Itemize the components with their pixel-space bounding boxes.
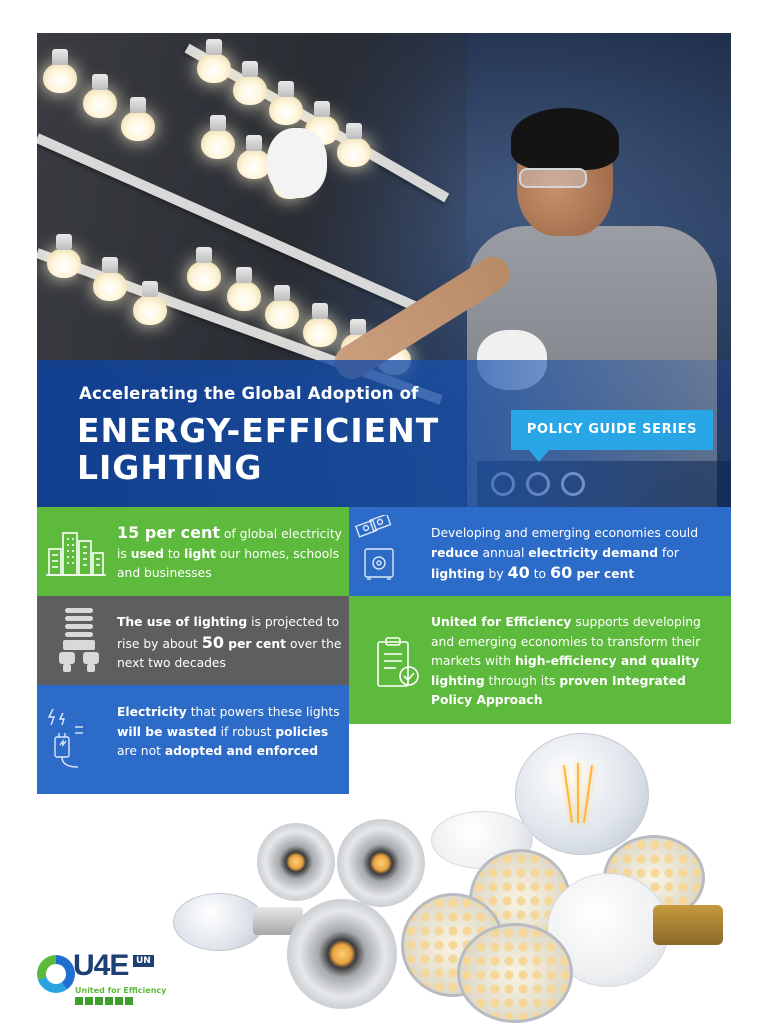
waste-text: Electricity that powers these lights will be wasted if robust policies are not adopted and enforced — [117, 705, 340, 758]
panel-demand-reduction — [349, 507, 731, 596]
bulb — [201, 129, 235, 159]
spotlight-bulb — [287, 899, 397, 1009]
bulb — [83, 88, 117, 118]
growth-text: The use of lighting is projected to rise by about 50 per cent over the next two decades — [117, 615, 342, 670]
page-title — [77, 412, 477, 486]
bulb — [121, 111, 155, 141]
partner-mark-icon — [105, 997, 113, 1005]
policy-guide-badge: POLICY GUIDE SERIES — [511, 410, 713, 450]
bulb — [43, 63, 77, 93]
demand-text: Developing and emerging economies could reduce annual electricity demand for lighting by 40 to 60 per cent — [431, 526, 699, 582]
title-line-2: LIGHTING — [77, 448, 263, 487]
hero-photo — [37, 33, 731, 507]
partner-mark-icon — [95, 997, 103, 1005]
checklist-clipboard-icon — [375, 636, 421, 690]
title-band — [37, 360, 731, 507]
title-line-1: ENERGY-EFFICIENT — [77, 411, 440, 450]
bulb-base — [653, 905, 723, 945]
bulb — [227, 281, 261, 311]
bulb — [93, 271, 127, 301]
bulb — [237, 149, 271, 179]
bulb — [47, 248, 81, 278]
led-bulb — [457, 923, 573, 1023]
u4e-swirl-icon — [37, 955, 75, 993]
panel-global-share — [37, 507, 349, 596]
panel-lighting-growth — [37, 596, 349, 685]
led-bulbs-photo — [157, 723, 731, 1023]
partner-marks — [75, 997, 133, 1005]
partner-mark-icon — [75, 997, 83, 1005]
candle-bulb — [173, 893, 265, 951]
safety-goggles — [519, 168, 587, 188]
filament-bulb — [515, 733, 649, 855]
white-glove — [267, 128, 327, 198]
un-mark: UN — [133, 955, 154, 967]
logo-tagline: United for Efficiency — [75, 986, 167, 995]
technician-hair — [511, 108, 619, 170]
bulb — [303, 317, 337, 347]
cfl-bulb-icon — [57, 604, 101, 676]
city-buildings-icon — [45, 527, 107, 579]
u4e-logo — [37, 945, 167, 1005]
bulb — [265, 299, 299, 329]
partner-mark-icon — [85, 997, 93, 1005]
plug-energy-icon — [45, 707, 87, 773]
poster — [37, 33, 731, 1023]
filament — [577, 763, 579, 823]
bulb — [337, 137, 371, 167]
bulb — [133, 295, 167, 325]
bulb — [269, 95, 303, 125]
spotlight-bulb — [257, 823, 335, 901]
u4e-text: United for Efficiency supports developing and emerging economies to transform their markets with high-efficiency and quality lighting through its proven Integrated Policy Approach — [431, 615, 701, 707]
subtitle: Accelerating the Global Adoption of — [79, 384, 419, 403]
spotlight-bulb — [337, 819, 425, 907]
partner-mark-icon — [115, 997, 123, 1005]
global-share-text: 15 per cent of global electricity is used to light our homes, schools and businesses — [117, 523, 342, 580]
bulb — [197, 53, 231, 83]
panel-united-for-efficiency — [349, 596, 731, 724]
money-safe-icon — [355, 515, 403, 585]
bulb — [233, 75, 267, 105]
logo-brand: U4E — [73, 949, 129, 982]
bulb — [187, 261, 221, 291]
partner-mark-icon — [125, 997, 133, 1005]
